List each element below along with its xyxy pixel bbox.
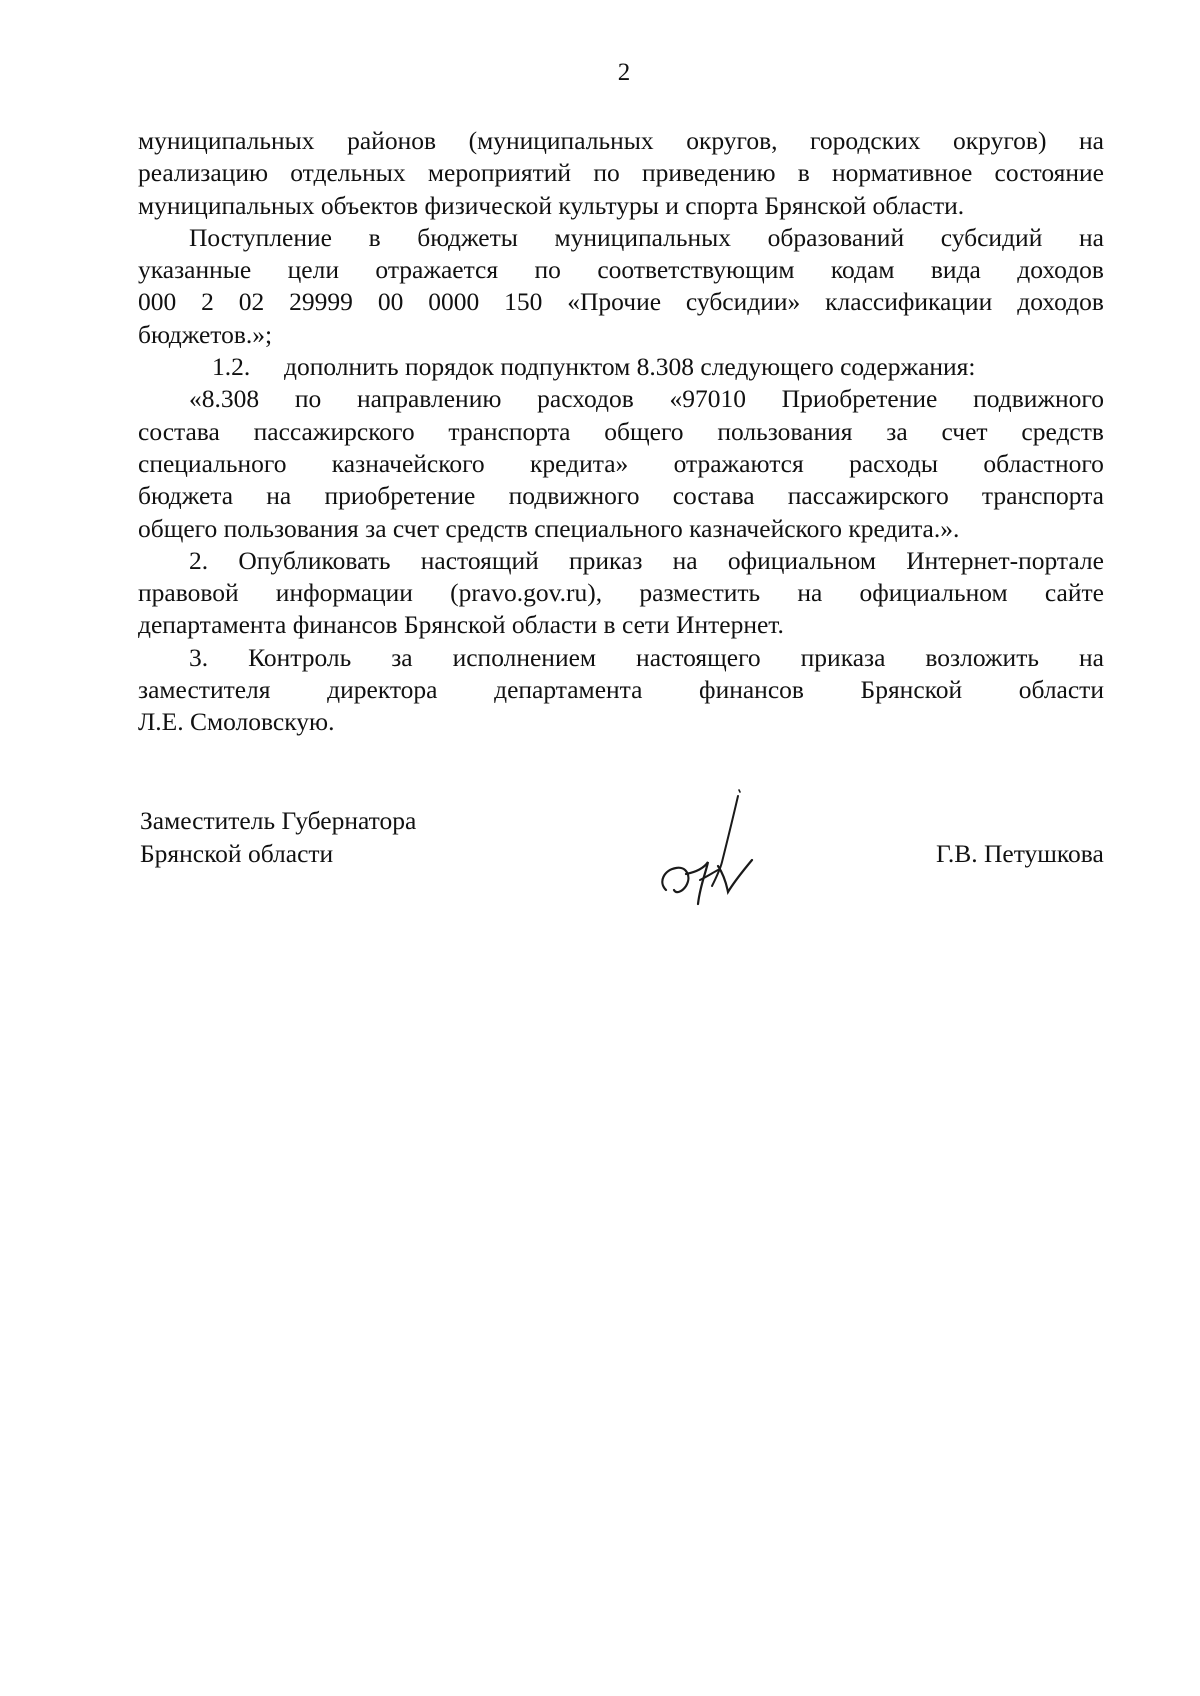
word: подвижного — [508, 481, 640, 511]
text-segment: муниципальных объектов физической культуры и спорта Брянской области. — [138, 190, 965, 220]
signature-block — [140, 804, 1140, 924]
word: 3. — [189, 642, 209, 672]
word: казначейского — [331, 448, 485, 478]
word: (pravo.gov.ru), — [450, 578, 603, 608]
word: пользования — [717, 416, 853, 446]
text-line — [138, 577, 1104, 609]
word: области — [1018, 675, 1104, 705]
word: расходов — [537, 384, 634, 414]
word: приведению — [641, 158, 776, 188]
word: официальном — [727, 545, 876, 575]
word: бюджеты — [417, 222, 518, 252]
word: цели — [287, 255, 339, 285]
word: муниципальных — [554, 222, 732, 252]
word: областного — [983, 448, 1104, 478]
word: 00 — [377, 287, 404, 317]
word: настоящий — [420, 545, 539, 575]
word: состава — [138, 416, 220, 446]
word: приказа — [800, 642, 886, 672]
word: 02 — [238, 287, 265, 317]
word: вида — [930, 255, 981, 285]
word: по — [534, 255, 561, 285]
signatory-name: Г.В. Петушкова — [936, 839, 1104, 868]
word: классификации — [825, 287, 993, 317]
word: соответствующим — [597, 255, 795, 285]
word: на — [266, 481, 292, 511]
word: Интернет-портале — [906, 545, 1104, 575]
word: за — [391, 642, 413, 672]
word: возложить — [925, 642, 1039, 672]
word: образований — [767, 222, 905, 252]
word: сайте — [1044, 578, 1104, 608]
word: специального — [138, 448, 287, 478]
word: расходы — [849, 448, 939, 478]
text-segment: департамента финансов Брянской области в сети Интернет. — [138, 610, 784, 640]
document-body — [138, 125, 1104, 739]
signatory-position-line1: Заместитель Губернатора — [140, 806, 417, 835]
word: правовой — [138, 578, 239, 608]
word: округов) — [953, 126, 1047, 155]
word: нормативное — [832, 158, 973, 188]
word: 0000 — [428, 287, 480, 317]
word: (муниципальных — [468, 126, 654, 155]
word: «8.308 — [189, 384, 260, 414]
word: пассажирского — [253, 416, 415, 446]
text-line — [138, 674, 1104, 706]
word: информации — [275, 578, 413, 608]
word: «97010 — [669, 384, 746, 414]
word: на — [1079, 126, 1104, 155]
text-line — [138, 319, 1104, 351]
word: указанные — [138, 255, 252, 285]
word: финансов — [699, 675, 804, 705]
word: Приобретение — [781, 384, 938, 414]
word: на — [1078, 222, 1104, 252]
word: субсидий — [940, 222, 1043, 252]
text-line — [138, 513, 1104, 545]
text-segment: общего пользования за счет средств специального казначейского кредита.». — [138, 513, 960, 543]
word: Брянской — [860, 675, 963, 705]
word: городских — [810, 126, 921, 155]
word: Контроль — [248, 642, 352, 672]
signatory-position-line2: Брянской области — [140, 839, 334, 868]
word: средств — [1021, 416, 1104, 446]
word: на — [672, 545, 698, 575]
text-line — [138, 642, 1104, 674]
word: по — [593, 158, 620, 188]
text-line — [138, 706, 1104, 738]
word: бюджета — [138, 481, 234, 511]
word: транспорта — [448, 416, 571, 446]
text-line — [138, 383, 1104, 415]
word: настоящего — [636, 642, 761, 672]
word: Поступление — [189, 222, 332, 252]
word: 2. — [189, 545, 209, 575]
word: заместителя — [138, 675, 271, 705]
word: отдельных — [290, 158, 406, 188]
text-line — [138, 609, 1104, 641]
text-line — [138, 448, 1104, 480]
word: по — [294, 384, 322, 414]
text-line — [138, 351, 1104, 383]
word: подвижного — [973, 384, 1104, 414]
word: приказ — [568, 545, 643, 575]
word: транспорта — [981, 481, 1104, 511]
page-number: 2 — [617, 59, 631, 86]
item-text: дополнить порядок подпунктом 8.308 следующего содержания: — [284, 352, 976, 382]
word: 29999 — [289, 287, 353, 317]
word: Опубликовать — [238, 545, 391, 575]
word: районов — [347, 126, 437, 155]
word: округов, — [686, 126, 778, 155]
word: на — [797, 578, 823, 608]
word: разместить — [639, 578, 761, 608]
word: 2 — [201, 287, 214, 317]
word: за — [886, 416, 908, 446]
handwritten-signature-icon — [656, 786, 796, 926]
word: доходов — [1017, 287, 1104, 317]
word: официальном — [859, 578, 1008, 608]
word: отражаются — [673, 448, 804, 478]
word: 000 — [138, 287, 177, 317]
word: мероприятий — [427, 158, 572, 188]
word: директора — [327, 675, 438, 705]
word: приобретение — [324, 481, 476, 511]
word: кредита» — [530, 448, 629, 478]
text-line — [138, 416, 1104, 448]
text-segment: бюджетов.»; — [138, 319, 273, 349]
word: общего — [604, 416, 684, 446]
word: на — [1078, 642, 1104, 672]
word: в — [368, 222, 381, 252]
word: муниципальных — [138, 126, 315, 155]
item-number: 1.2. — [212, 352, 251, 382]
text-segment: Л.Е. Смоловскую. — [138, 707, 335, 737]
text-line — [138, 190, 1104, 222]
text-line — [138, 545, 1104, 577]
word: состояние — [994, 158, 1104, 188]
word: счет — [941, 416, 988, 446]
word: «Прочие — [567, 287, 662, 317]
text-line — [138, 125, 1104, 157]
word: пассажирского — [787, 481, 949, 511]
text-line — [138, 480, 1104, 512]
word: реализацию — [138, 158, 269, 188]
word: состава — [672, 481, 755, 511]
word: отражается — [375, 255, 499, 285]
word: департамента — [494, 675, 643, 705]
text-line — [138, 254, 1104, 286]
word: кодам — [830, 255, 895, 285]
word: 150 — [504, 287, 543, 317]
text-line — [138, 286, 1104, 318]
text-line — [138, 222, 1104, 254]
signatory-position — [140, 804, 416, 870]
word: в — [797, 158, 810, 188]
word: направлению — [356, 384, 502, 414]
word: доходов — [1017, 255, 1104, 285]
word: исполнением — [452, 642, 597, 672]
text-line — [138, 157, 1104, 189]
word: субсидии» — [685, 287, 801, 317]
